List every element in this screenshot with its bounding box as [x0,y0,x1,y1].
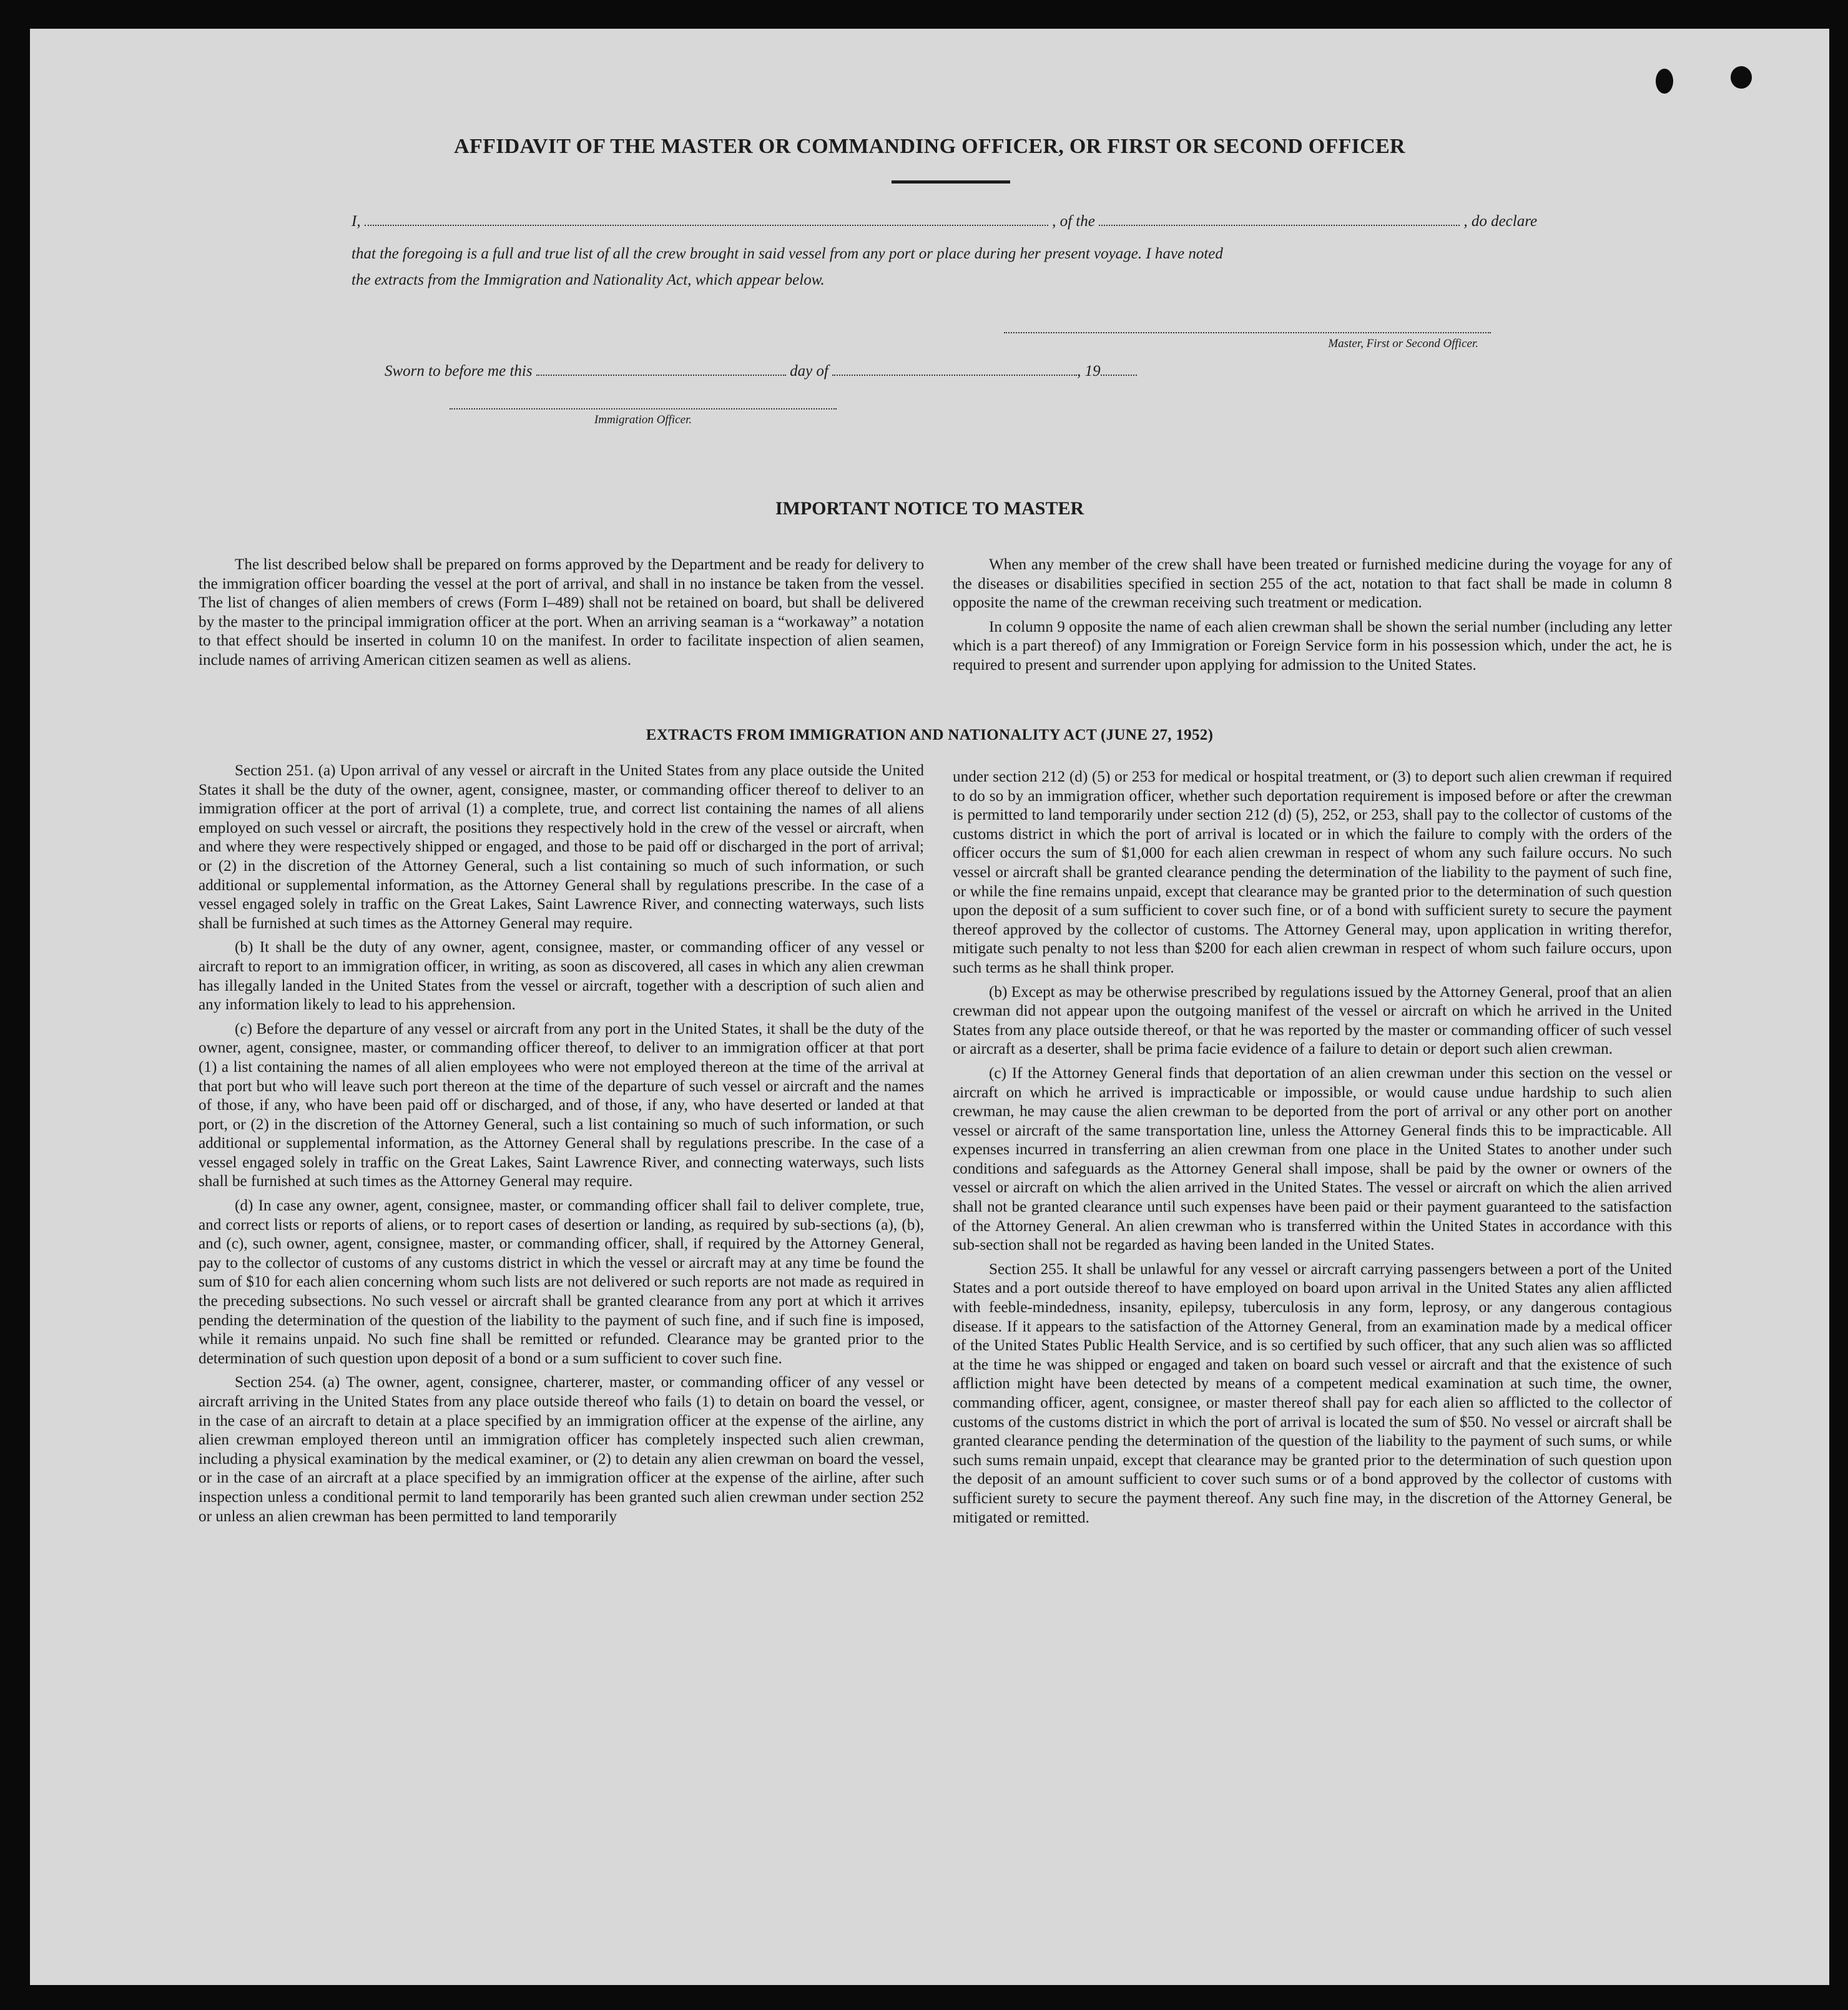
master-signature-label: Master, First or Second Officer. [1328,337,1478,350]
sworn-line [385,362,1137,380]
declarant-name-blank[interactable] [365,212,1048,226]
declaration-line-1 [351,212,1538,230]
affidavit-title: AFFIDAVIT OF THE MASTER OR COMMANDING OFFICER, OR FIRST OR SECOND OFFICER [454,135,1405,158]
vessel-name-blank[interactable] [1099,212,1460,226]
declaration-line-2: that the foregoing is a full and true list of all the crew brought in said vessel from any port or place during her present voyage. I have noted [351,245,1223,262]
punch-hole-left [1656,69,1673,94]
notice-paragraph: In column 9 opposite the name of each alien crewman shall be shown the serial number (including any letter which is a part thereof) of any Immigration or Foreign Service form in his possession which, under the act, he is required to present and surrender upon applying for admission to the United States. [953,618,1672,674]
immigration-officer-signature-blank[interactable] [450,408,837,409]
title-divider [892,180,1010,184]
sworn-day-blank[interactable] [536,362,786,376]
extracts-title: EXTRACTS FROM IMMIGRATION AND NATIONALITY ACT (JUNE 27, 1952) [646,727,1214,743]
notice-right-column [953,556,1672,675]
section-254-b: (b) Except as may be otherwise prescribed by regulations issued by the Attorney General, proof that an alien crewman did not appear upon the outgoing manifest of the vessel or aircraft on which he arrived in the United States from any place outside thereof, or that he was reported by the master or commanding officer of such vessel or aircraft as a deserter, shall be prima facie evidence of a failure to detain or deport such alien crewman. [953,983,1672,1058]
section-254-c: (c) If the Attorney General finds that deportation of an alien crewman under this section on the vessel or aircraft on which he arrived is impracticable or impossible, or would cause undue hardship to such alien crewman, he may cause the alien crewman to be deported from the port of arrival or any other port on another vessel or aircraft of the same transportation line, unless the Attorney General finds this to be impracticable. All expenses incurred in transferring an alien crewman from one place in the United States to another under such conditions and safeguards as the Attorney General shall impose, shall be paid by the owner or owners of the vessel or aircraft on which the alien arrived in the United States. The vessel or aircraft on which the alien arrived shall not be granted clearance until such expenses have been paid or their payment guaranteed to the satisfaction of the Attorney General. An alien crewman who is transferred within the United States in accordance with this sub-section shall not be regarded as having been landed in the United States. [953,1064,1672,1254]
section-254-a-continued: under section 212 (d) (5) or 253 for medical or hospital treatment, or (3) to deport such alien crewman if required to do so by an immigration officer, whether such deportation requirement is imposed before or after the crewman is permitted to land temporarily under section 212 (d) (5), 252, or 253, shall pay to the collector of customs of the customs district in which the port of arrival is located or in which the failure to comply with the orders of the officer occurs the sum of $1,000 for each alien crewman in respect of whom any such failure occurs. No such vessel or aircraft shall be granted clearance pending the determination of the liability to the payment of such fine, or while the fine remains unpaid, except that clearance may be granted prior to the determination of such question upon the deposit of a sum sufficient to cover such fine, or of a bond with sufficient surety to secure the payment thereof approved by the collector of customs. The Attorney General may, upon application in writing therefor, mitigate such penalty to not less than $200 for each alien crewman in respect of whom such failure occurs, upon such terms as he shall think proper. [953,768,1672,976]
punch-hole-right [1731,66,1752,89]
document-page [30,29,1829,1985]
immigration-officer-label: Immigration Officer. [594,413,692,426]
master-signature-blank[interactable] [1004,332,1491,333]
notice-paragraph: The list described below shall be prepared on forms approved by the Department and be ready for delivery to the immigration officer boarding the vessel at the port of arrival, and shall in no instance be taken from the vessel. The list of changes of alien members of crews (Form I–489) shall not be retained on board, but shall be delivered by the master to the principal immigration officer at the port. When an arriving seaman is a “workaway” a notation to that effect should be inserted in column 10 on the manifest. In order to facilitate inspection of alien seamen, include names of arriving American citizen seamen as well as aliens. [199,556,924,669]
sworn-month-blank[interactable] [832,362,1077,376]
extracts-right-column [953,768,1672,1527]
notice-paragraph: When any member of the crew shall have been treated or furnished medicine during the voyage for any of the diseases or disabilities specified in section 255 of the act, notation to that fact shall be made in column 8 opposite the name of the crewman receiving such treatment or medication. [953,556,1672,612]
of-the-label: , of the [1052,213,1095,230]
sworn-year-prefix: , 19 [1077,363,1101,380]
section-251-d: (d) In case any owner, agent, consignee, master, or commanding officer shall fail to deliver complete, true, and correct lists or reports of aliens, or to report cases of desertion or landing, as required by sub-sections (a), (b), and (c), such owner, agent, consignee, master, or commanding officer, shall, if required by the Attorney General, pay to the collector of customs of any customs district in which the vessel or aircraft may at any time be found the sum of $10 for each alien concerning whom such lists are not delivered or such reports are not made as required in the preceding subsections. No such vessel or aircraft shall be granted clearance from any port at which it arrives pending the determination of the question of the liability to the payment of such fine, and if such fine is imposed, while it remains unpaid. No such fine shall be remitted or refunded. Clearance may be granted prior to the determination of such question upon deposit of a bond or a sum sufficient to cover such fine. [199,1197,924,1367]
do-declare-label: , do declare [1463,213,1538,230]
declaration-line-3: the extracts from the Immigration and Nationality Act, which appear below. [351,272,825,288]
section-251-a: Section 251. (a) Upon arrival of any vessel or aircraft in the United States from any place outside the United States it shall be the duty of the owner, agent, consignee, master, or commanding officer thereof to deliver to an immigration officer at the port of arrival (1) a complete, true, and correct list containing the names of all aliens employed on such vessel or aircraft, the positions they respectively hold in the crew of the vessel or aircraft, when and where they were respectively shipped or engaged, and those to be paid off or discharged in the port of arrival; or (2) in the discretion of the Attorney General, such a list containing so much of such information, or such additional or supplemental information, as the Attorney General shall by regulations prescribe. In the case of a vessel engaged solely in traffic on the Great Lakes, Saint Lawrence River, and connecting waterways, such lists shall be furnished at such times as the Attorney General may require. [199,762,924,932]
section-251-b: (b) It shall be the duty of any owner, agent, consignee, master, or commanding officer of any vessel or aircraft to report to an immigration officer, in writing, as soon as discovered, all cases in which any alien crewman has illegally landed in the United States from the vessel or aircraft, together with a description of such alien and any information likely to lead to his apprehension. [199,939,924,1014]
extracts-left-column [199,762,924,1526]
notice-title: IMPORTANT NOTICE TO MASTER [775,498,1084,519]
sworn-prefix: Sworn to before me this [385,363,533,380]
section-251-c: (c) Before the departure of any vessel or aircraft from any port in the United States, it shall be the duty of the owner, agent, consignee, master, or commanding officer thereof, to deliver to an immigration officer at that port (1) a list containing the names of all alien employees who were not employed thereon at the time of the arrival at that port but who will leave such port thereon at the time of the departure of such vessel or aircraft and the names of those, if any, who have been paid off or discharged, and of those, if any, who have deserted or landed at that port, or (2) in the discretion of the Attorney General, such a list containing so much of such information, or such additional or supplemental information, as the Attorney General shall by regulations prescribe. In the case of a vessel engaged solely in traffic on the Great Lakes, Saint Lawrence River, and connecting waterways, such lists shall be furnished at such times as the Attorney General may require. [199,1020,924,1190]
section-255: Section 255. It shall be unlawful for any vessel or aircraft carrying passengers between a port of the United States and a port outside thereof to have employed on board upon arrival in the United States any alien afflicted with feeble-mindedness, insanity, epilepsy, tuberculosis in any form, leprosy, or any dangerous contagious disease. If it appears to the satisfaction of the Attorney General, from an examination made by a medical officer of the United States Public Health Service, and is so certified by such officer, that any such alien was so afflicted at the time he was shipped or engaged and taken on board such vessel or aircraft and that the existence of such affliction might have been detected by means of a competent medical examination at such time, the owner, commanding officer, agent, consignee, or master thereof shall pay for each alien so afflicted to the collector of customs of the customs district in which the port of arrival is located the sum of $50. No vessel or aircraft shall be granted clearance pending the determination of the question of the liability to the payment of such sums, or while such sums remain unpaid, except that clearance may be granted prior to the determination of such question upon the deposit of an amount sufficient to cover such sums or of a bond approved by the collector of customs with sufficient surety to secure the payment thereof. Any such fine may, in the discretion of the Attorney General, be mitigated or remitted. [953,1260,1672,1526]
sworn-day-of: day of [790,363,828,380]
sworn-year-blank[interactable] [1101,362,1137,376]
notice-left-column [199,556,924,670]
declarant-prefix: I, [351,213,361,230]
section-254-a: Section 254. (a) The owner, agent, consignee, charterer, master, or commanding officer of any vessel or aircraft arriving in the United States from any place outside thereof who fails (1) to detain on board the vessel, or in the case of an aircraft to detain at a place specified by an immigration officer at the expense of the airline, any alien crewman employed thereon until an immigration officer has completely inspected such alien crewman, including a physical examination by the medical examiner, or (2) to detain any alien crewman on board the vessel, or in the case of an aircraft at a place specified by an immigration officer at the expense of the airline, after such inspection unless a conditional permit to land temporarily has been granted such alien crewman under section 252 or unless an alien crewman has been permitted to land temporarily [199,1374,924,1525]
